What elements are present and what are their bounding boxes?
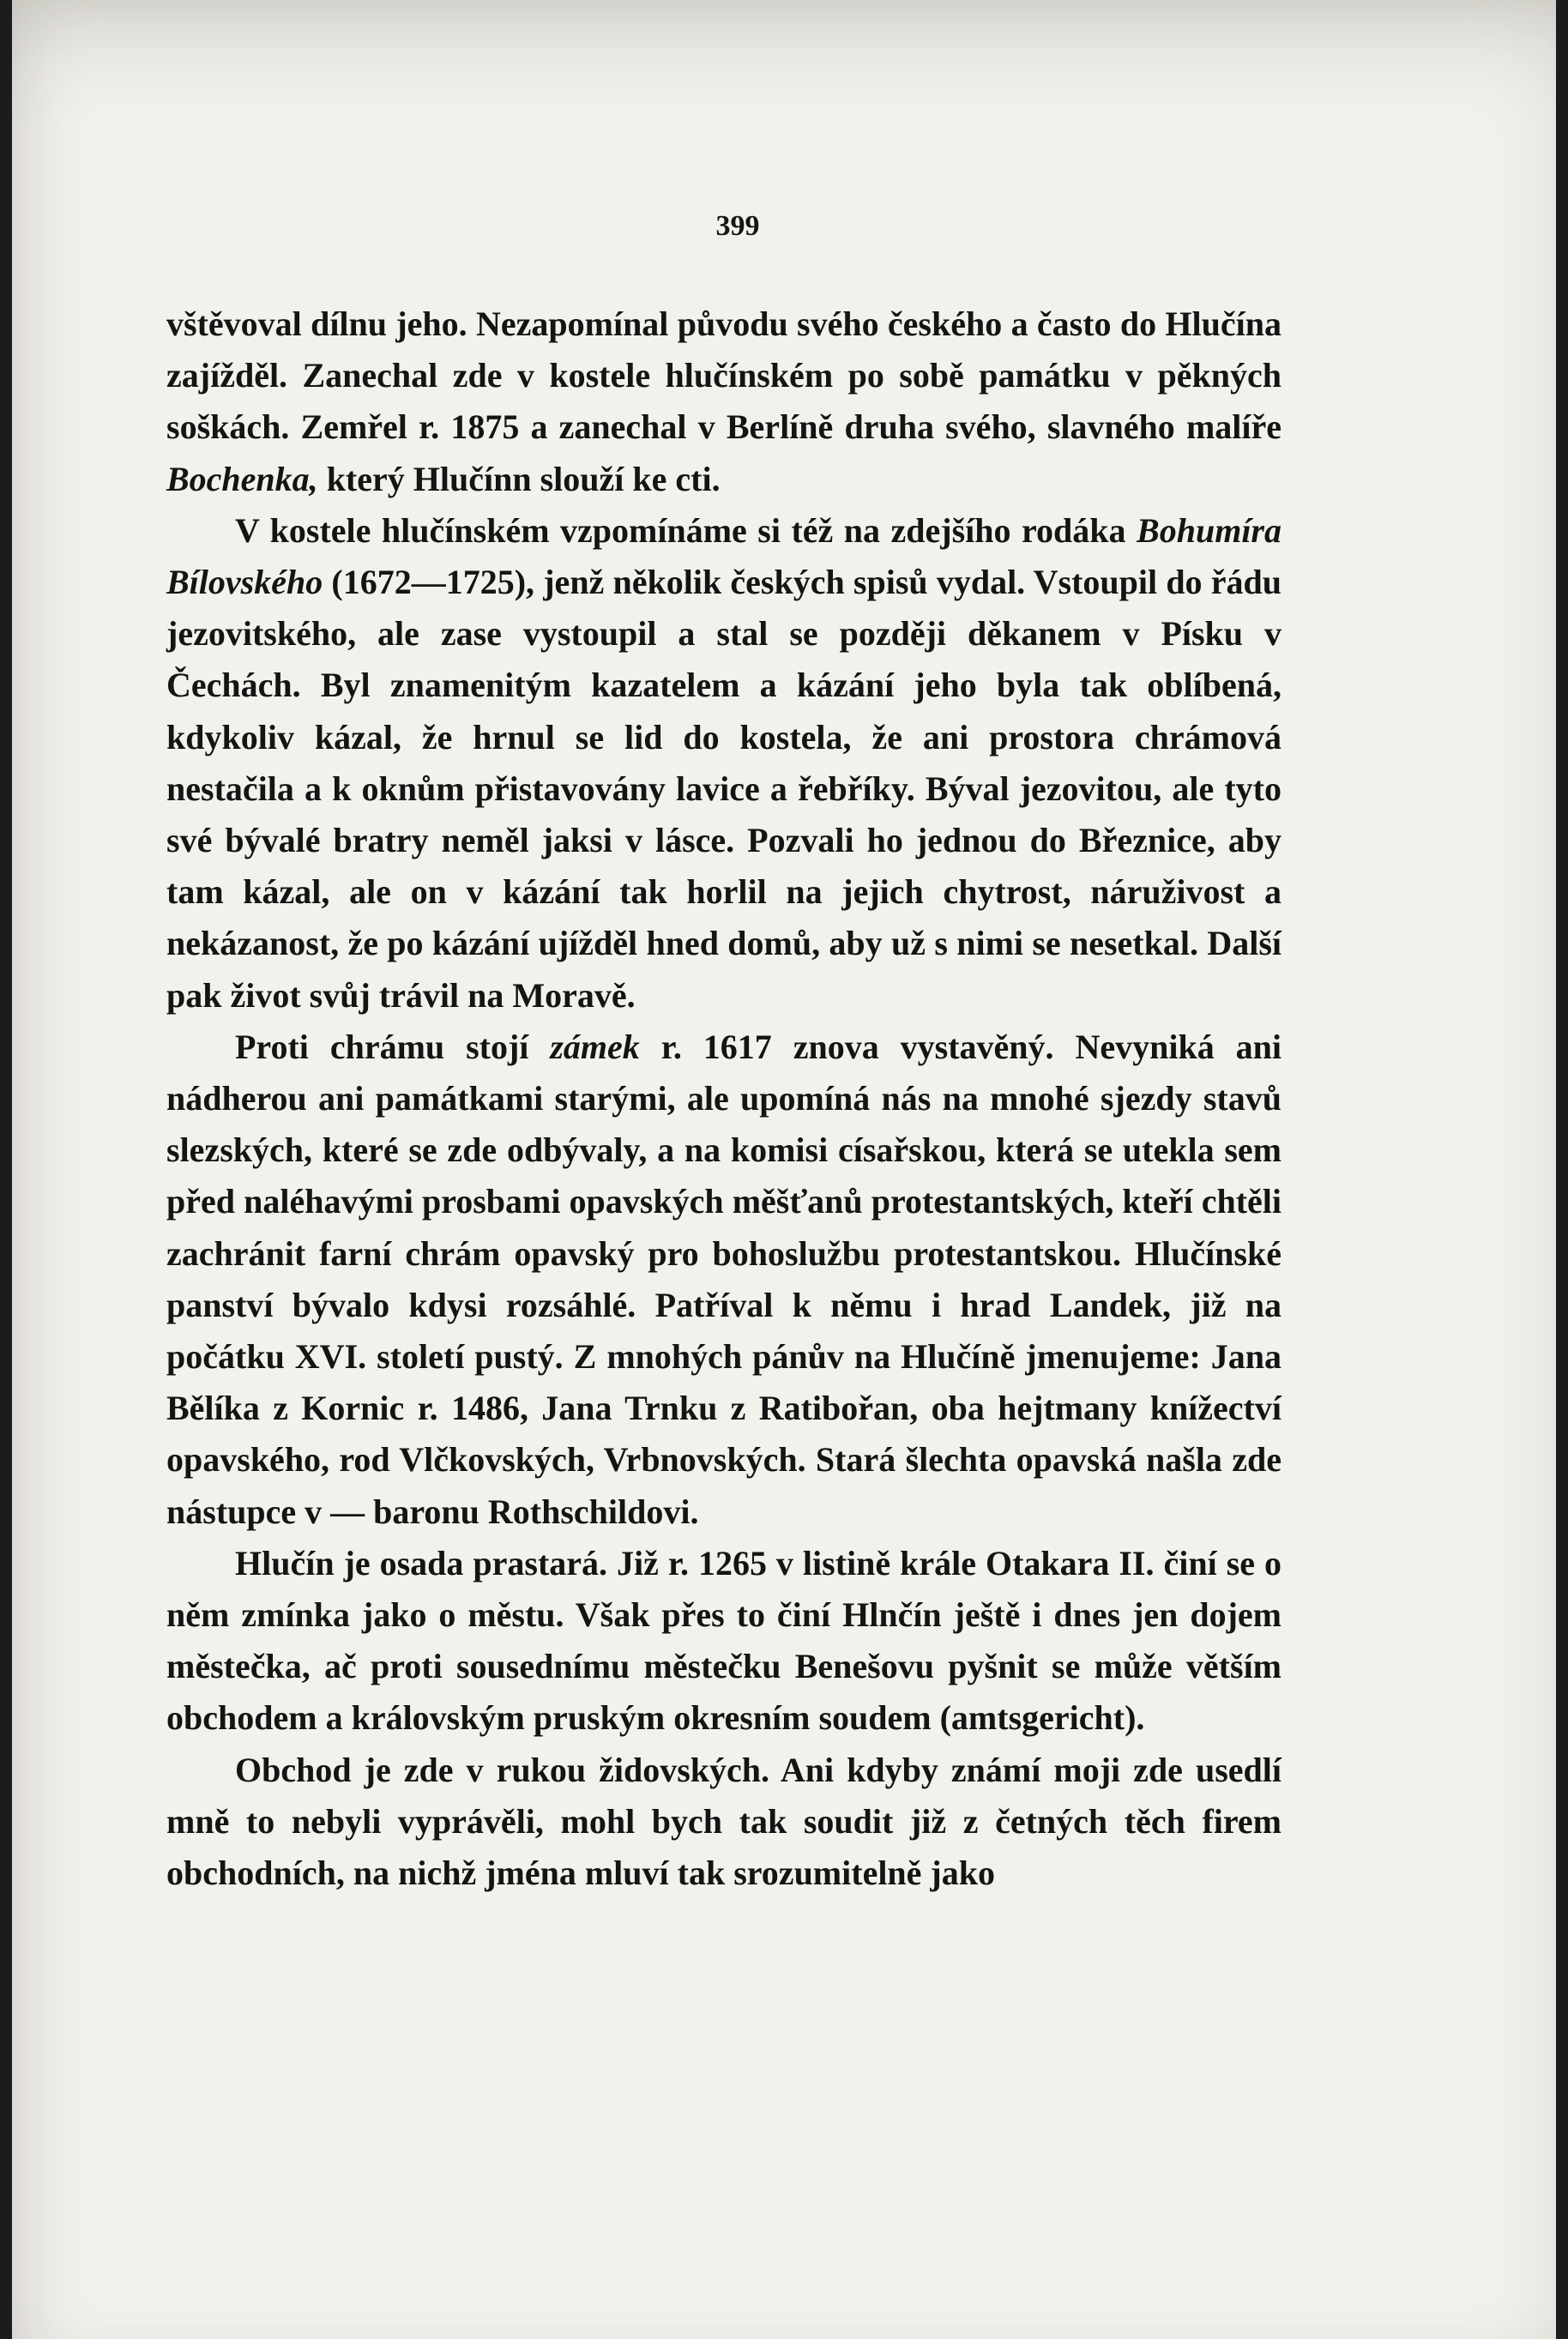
scan-left-edge — [0, 0, 12, 2339]
body-text — [166, 298, 1282, 1899]
text-segment: vštěvoval dílnu jeho. Nezapomínal původu svého českého a často do Hlučína zajížděl. Zanechal zde v kostele hlučínském po sobě památku v pěkných soškách. Zemřel r. 1875 a zanechal v Berlíně druha svého, slavného malíře — [166, 304, 1282, 447]
paragraph-2 — [166, 505, 1282, 1022]
paragraph-3 — [166, 1022, 1282, 1538]
text-segment: V kostele hlučínském vzpomínáme si též na zdejšího rodáka — [235, 510, 1137, 550]
italic-name: Bochenka, — [166, 459, 318, 498]
text-segment: Obchod je zde v rukou židovských. Ani kdyby známí moji zde usedlí mně to nebyli vyprávěli, mohl bych tak soudit již z četných těch firem obchodních, na nichž jména mluví tak srozumitelně jako — [166, 1750, 1282, 1893]
text-segment: Proti chrámu stojí — [235, 1027, 551, 1066]
book-page — [12, 0, 1556, 2339]
text-segment: (1672—1725), jenž několik českých spisů vydal. Vstoupil do řádu jezovitského, ale zase vystoupil a stal se později děkanem v Písku v Čechách. Byl znamenitým kazatelem a kázání jeho byla tak oblíbená, kdykoliv kázal, že hrnul se lid do kostela, že ani prostora chrámová nestačila a k oknům přistavovány lavice a řebříky. Býval jezovitou, ale tyto své bývalé bratry neměl jaksi v lásce. Pozvali ho jednou do Březnice, aby tam kázal, ale on v kázání tak horlil na jejich chytrost, náruživost a nekázanost, že po kázání ujížděl hned domů, aby už s nimi se nesetkal. Další pak život svůj trávil na Moravě. — [166, 563, 1282, 1015]
paragraph-1 — [166, 298, 1282, 505]
italic-name: zámek — [550, 1027, 640, 1066]
paragraph-4 — [166, 1538, 1282, 1745]
scan-right-edge — [1556, 0, 1568, 2339]
text-segment: r. 1617 znova vystavěný. Nevyniká ani nádherou ani památkami starými, ale upomíná nás na mnohé sjezdy stavů slezských, které se zde odbývaly, a na komisi císařskou, která se utekla sem před naléhavými prosbami opavských měšťanů protestantských, kteří chtěli zachránit farní chrám opavský pro bohoslužbu protestantskou. Hlučínské panství bývalo kdysi rozsáhlé. Patříval k němu i hrad Landek, již na počátku XVI. století pustý. Z mnohých pánův na Hlučíně jmenujeme: Jana Bělíka z Kornic r. 1486, Jana Trnku z Ratibořan, oba hejtmany knížectví opavského, rod Vlčkovských, Vrbnovských. Stará šlechta opavská našla zde nástupce v — baronu Rothschildovi. — [166, 1027, 1282, 1531]
text-segment: který Hlučínn slouží ke cti. — [317, 459, 721, 498]
page-number: 399 — [715, 210, 760, 242]
paragraph-5 — [166, 1745, 1282, 1900]
text-segment: Hlučín je osada prastará. Již r. 1265 v listině krále Otakara II. činí se o něm zmínka jako o městu. Však přes to činí Hlnčín ještě i dnes jen dojem městečka, ač proti sousednímu městečku Benešovu pyšnit se může větším obchodem a královským pruským okresním soudem (amtsgericht). — [166, 1543, 1282, 1738]
italic-name: Bohumíra Bílovského — [166, 510, 1282, 602]
